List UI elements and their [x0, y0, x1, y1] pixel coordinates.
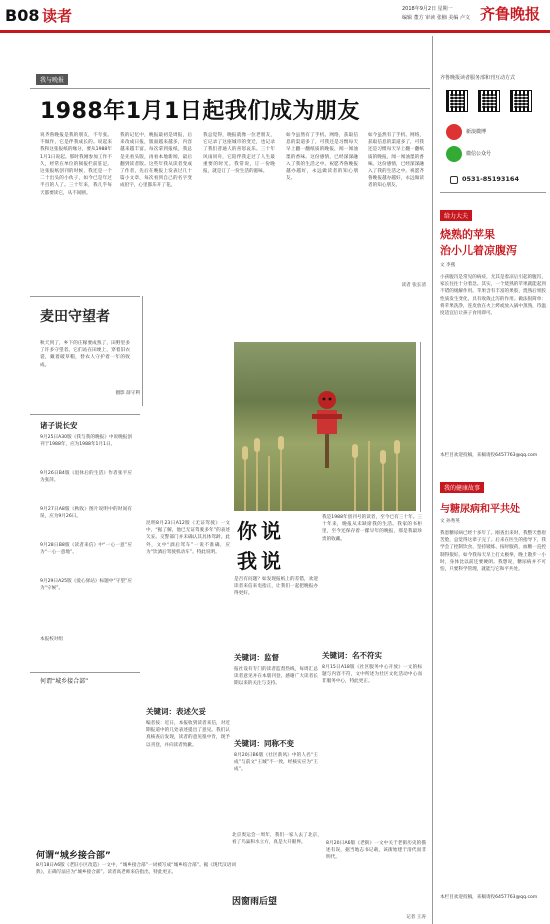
help-box-tag: 何谓“城乡接合部”: [40, 678, 89, 685]
divider: [440, 192, 546, 193]
health-box2-text: 我患糖尿病已经十多年了。刚查出来时，我整天愁眉苦脸，总觉得这辈子完了。后来在医生的指导下，我学会了控制饮食、坚持锻炼、按时服药，血糖一直控制得很好。如今我每天早上打太极拳，晚上散步一小时，身体比以前还要硬朗。我想说，糖尿病并不可怕，只要科学管理，就能与它和平共处。: [440, 531, 546, 573]
qr-code[interactable]: [446, 90, 468, 112]
scarecrow-box-title: 麦田守望者: [40, 309, 110, 325]
right-story-subhead: 关键词：名不符实: [322, 651, 382, 660]
ni-shuo-text-b: 报社设有专门的读者监督热线，每周汇总读者意见并在本版刊登，感谢广大读者长期以来的关注与支持。: [234, 667, 318, 687]
health-box2-title: 与糖尿病和平共处: [440, 504, 520, 515]
qr-code[interactable]: [510, 90, 532, 112]
main-story-col-4: 如今虽然有了手机、网络，获取信息的渠道多了，可我还是习惯每天早上翻一翻纸质的晚报，闻一闻油墨的香味。这份感情，已经深深融入了我的生活之中。祝愿齐鲁晚报越办越好，永远做读者的知心朋友。: [286, 133, 358, 182]
ni-shuo-subhead-1: 关键词：监督: [234, 653, 279, 662]
divider: [30, 296, 140, 297]
notice-item: 9月28日B8版《读者来信》中“一心一意”应为“一心一意地”。: [40, 543, 132, 556]
divider: [432, 36, 433, 924]
page-number: B08: [5, 6, 40, 25]
notice-credit: 本报校对组: [40, 637, 63, 642]
notice-item: 9月27日A8版《秋收》图片说明中的时间有误，应为9月26日。: [40, 507, 132, 520]
scarecrow-photo: [234, 342, 416, 511]
scarecrow-figure: [312, 388, 342, 468]
main-story-col-2: 我的记忆中，晚报最初是周报，后来改成日报，版面越来越多，内容越来越丰富。每次拿到报纸，我总是先看头版，再看本地新闻，最后翻到读者版。这些年我从读者变成了作者，先后在晚报上发表过几十篇小文章，每次看到自己的名字变成铅字，心里都乐开了花。: [120, 133, 192, 189]
bottom-credit: 记者 王涛: [406, 915, 426, 920]
paper-logo: 齐鲁晚报: [480, 5, 541, 23]
main-story-col-1: 说齐鲁晚报是我的朋友，不夸张。不做作，它是伴我成长的。说起来我和这张报纸的缘分，要从1988年1月1日说起。那时我刚参加工作不久，经常在单位的阅报栏前驻足。这张报纸创刊的时候，我还是一个二十出头的小伙子，如今已是年过半百的人了。三十年来，我几乎每天都要读它，从不间断。: [40, 133, 112, 196]
notice-item: 9月26日B4版《退休后的生活》作者张平应为张萍。: [40, 471, 132, 484]
main-headline: 1988年1月1日起我们成为朋友: [40, 99, 360, 124]
health-box-title-line2: 治小儿着凉腹泻: [440, 244, 517, 257]
main-story-col-5: 如今虽然有了手机、网络，获取信息的渠道多了，可我还是习惯每天早上翻一翻纸质的晚报，闻一闻油墨的香味。这份感情，已经深深融入了我的生活之中。祝愿齐鲁晚报越办越好，永远做读者的知心朋友。: [368, 133, 424, 189]
bottom-text-b: 8月20日A6版《老街》一文中关于老街历史的描述有误，据当地志书记载，该街始建于清代而非明代。: [326, 841, 426, 861]
wechat-label: 微信公众号: [466, 151, 492, 157]
header-rule: [0, 30, 550, 33]
bottom-subhead: 因窗雨后望: [232, 897, 278, 907]
health-box2-note: 本栏目欢迎投稿，来稿请投6457763@qq.com: [440, 895, 538, 900]
bottom-text: 北京奥运会一周年，我们一家人去了北京，看了鸟巢和水立方，真是大开眼界。: [232, 833, 322, 846]
ni-shuo-subhead-2: 关键词：同称不变: [234, 739, 294, 748]
ni-shuo-text-c: 8月20日B6版《社区新风》中的人名“王成”与前文“王城”不一致，经核实应为“王成”。: [234, 753, 318, 773]
scarecrow-box-credit: 摄影 薛守利: [115, 391, 140, 396]
section-title: 读者: [42, 7, 73, 25]
help-box-title: 何谓“城乡接合部”: [36, 851, 111, 861]
help-box-text: 8月18日A6版《老旧小区改造》一文中，“城乡接合部”一词被写成“城乡结合部”。据《现代汉语词典》，正确写法应为“城乡接合部”。读者高老师来信指出，特此更正。: [36, 863, 236, 876]
divider: [30, 88, 430, 89]
notice-item: 9月29日A25版《爱心驿站》标题中“守望”应为“守候”。: [40, 579, 132, 592]
masthead: [0, 0, 550, 30]
phone-icon: [450, 176, 458, 184]
notice-item: 9月25日A30版《我与我的晚报》中说晚报创刊于1988年，应为1988年1月1日。: [40, 435, 132, 448]
title-char: 说: [261, 519, 281, 543]
right-story-text-b: 8月15日A18版《社区服务中心开放》一文的标题与内容不符，文中所述为社区文化活动中心而非服务中心，特此更正。: [322, 665, 422, 685]
issue-date: 2018年9月2日 星期一: [402, 6, 453, 12]
weibo-icon[interactable]: [446, 124, 462, 140]
health-box-note: 本栏目欢迎投稿，来稿请投6457763@qq.com: [440, 453, 538, 458]
health-box2-author: 文 孙秀英: [440, 519, 460, 524]
editor-credits: 编辑 董方 审读 张楠 美编 卢文: [402, 15, 470, 21]
main-story-tag: 我与晚报: [36, 74, 68, 85]
wechat-icon[interactable]: [446, 146, 462, 162]
scarecrow-box-text: 秋天到了，乡下的庄稼要成熟了，田野里多了许多守望者。它们站在田埂上，穿着旧衣裳，戴着破草帽，替农人守护着一年的收成。: [40, 341, 130, 368]
divider: [420, 342, 421, 512]
divider: [30, 414, 140, 415]
center-text-a: 昆明8月23日A12版《无证驾驶》一文中，“据了解，他已无证驾驶多年”的表述欠妥。交警部门并未确认其具体驾龄。此外，文中“酒后驾车”一说不准确，应为“饮酒后驾驶机动车”。特此说明。: [146, 521, 230, 555]
notice-box-title: 诸子说长安: [40, 421, 78, 430]
health-box-author: 文 李燕: [440, 263, 456, 268]
title-char: 说: [261, 549, 281, 573]
qr-area-title: 齐鲁晚报读者服务部和刊互动方式: [440, 75, 516, 81]
main-story-byline: 读者 张长清: [401, 283, 426, 288]
center-subhead-1: 关键词：表述欠妥: [146, 707, 206, 716]
main-story-col-3: 我总觉得，晚报就像一位老朋友，它记录了这座城市的变迁，也记录了我们普通人的喜怒哀乐。三十年风雨同舟，它陪伴我走过了人生最重要的时光。我常说，订一份晚报，就是订了一份生活的滋味。: [203, 133, 275, 175]
divider: [30, 672, 140, 673]
title-char: 你: [237, 519, 257, 543]
divider: [142, 296, 143, 406]
health-box-tag: 给力大夫: [440, 210, 472, 221]
weibo-label: 新浪微博: [466, 129, 487, 135]
hotline-number[interactable]: 0531-85193164: [462, 175, 519, 183]
right-story-text-a: 我是1988年创刊号的读者，至今已有三十年。三十年来，晚报从未缺席我的生活。我家的书柜里，至今还保存着一摞早年的晚报，那是我最珍贵的收藏。: [322, 515, 422, 542]
health-box2-tag: 我的健康故事: [440, 482, 484, 493]
qr-code[interactable]: [478, 90, 500, 112]
ni-shuo-text: 是否有问题？如发现报纸上的差错，欢迎读者来信来电指正，让我们一起把晚报办得更好。: [234, 577, 318, 597]
health-box-title-line1: 烧熟的苹果: [440, 228, 495, 241]
title-char: 我: [237, 549, 257, 573]
center-text-b: 编者按：近日，本报收到读者来信，对近期报道中的几处表述提出了意见。我们认真核查后发现，读者的意见很中肯，现予以刊登，并向读者致歉。: [146, 721, 230, 748]
health-box-text: 小孩腹泻是常见的病症，尤其是着凉后引起的腹泻，家长往往十分着急。其实，一个烧熟的苹果就能起到不错的缓解作用。苹果含有丰富的果胶，烧熟后果胶性质发生变化，具有收敛止泻的作用。做法很简单：将苹果洗净，连皮放在火上烤或放入锅中蒸熟，待温度适宜后让孩子食用即可。: [440, 275, 546, 317]
